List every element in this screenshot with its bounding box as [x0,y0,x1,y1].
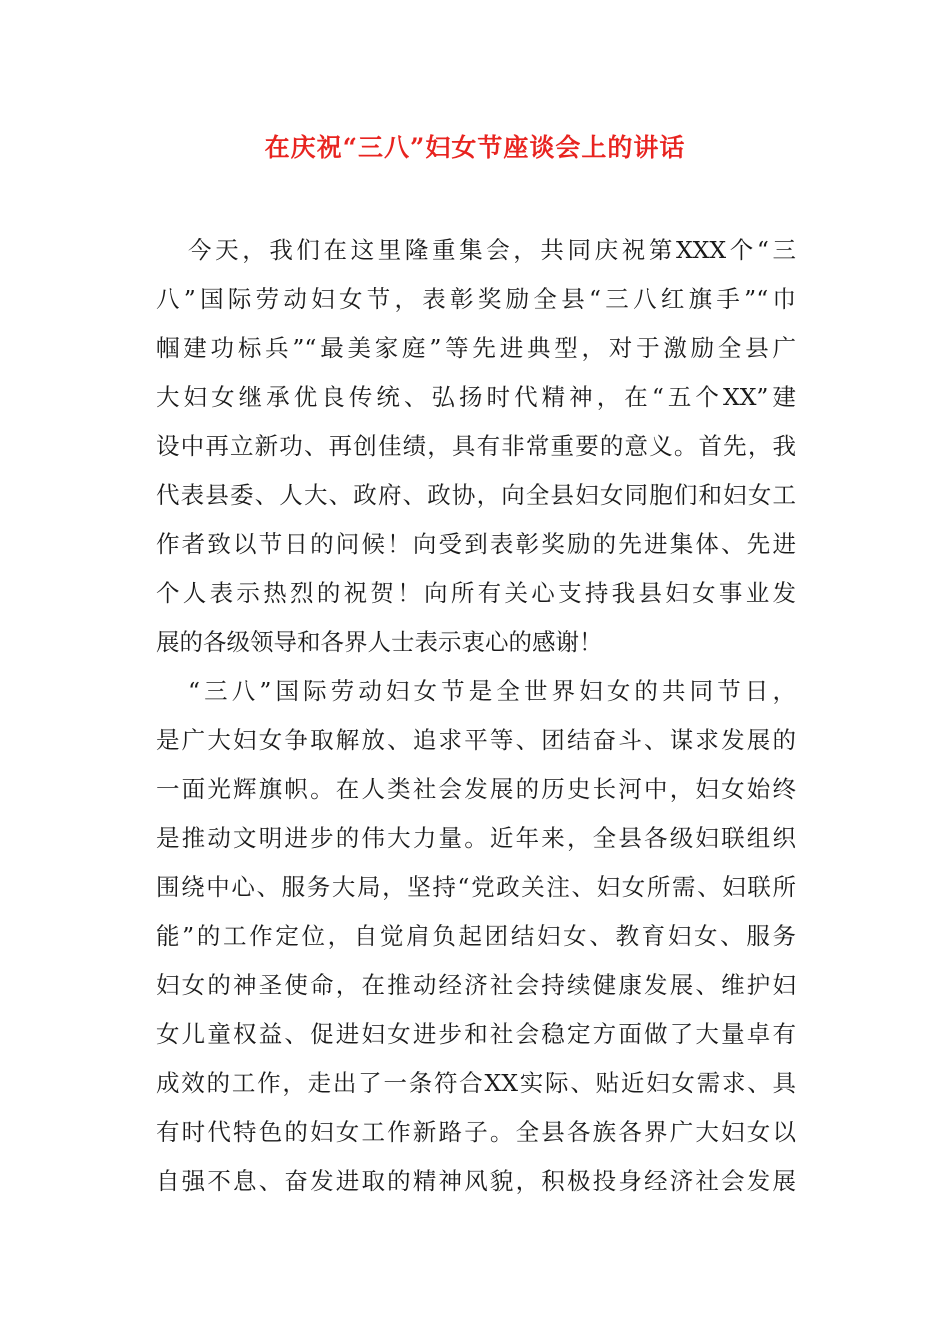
paragraph-1-line-7: 作者致以节日的问候！向受到表彰奖励的先进集体、先进 [156,530,796,558]
paragraph-2-line-9: 成效的工作，走出了一条符合XX实际、贴近妇女需求、具 [156,1069,796,1097]
paragraph-2-line-8: 女儿童权益、促进妇女进步和社会稳定方面做了大量卓有 [156,1020,796,1048]
paragraph-2-line-3: 一面光辉旗帜。在人类社会发展的历史长河中，妇女始终 [156,775,796,803]
paragraph-2-line-11: 自强不息、奋发进取的精神风貌，积极投身经济社会发展 [156,1167,796,1195]
paragraph-2-line-10: 有时代特色的妇女工作新路子。全县各族各界广大妇女以 [156,1118,796,1146]
paragraph-1-line-3: 帼建功标兵”“最美家庭”等先进典型，对于激励全县广 [156,334,796,362]
paragraph-2-line-2: 是广大妇女争取解放、追求平等、团结奋斗、谋求发展的 [156,726,796,754]
paragraph-1-line-4: 大妇女继承优良传统、弘扬时代精神，在“五个XX”建 [156,383,796,411]
paragraph-2-line-1: “三八”国际劳动妇女节是全世界妇女的共同节日， [188,677,796,705]
paragraph-1-line-5: 设中再立新功、再创佳绩，具有非常重要的意义。首先，我 [156,432,796,460]
paragraph-2-line-6: 能”的工作定位，自觉肩负起团结妇女、教育妇女、服务 [156,922,796,950]
paragraph-1-line-8: 个人表示热烈的祝贺！向所有关心支持我县妇女事业发 [156,579,796,607]
paragraph-1-line-1: 今天，我们在这里隆重集会，共同庆祝第XXX个“三 [188,236,796,264]
document-title: 在庆祝“三八”妇女节座谈会上的讲话 [264,133,686,162]
paragraph-1-line-9: 展的各级领导和各界人士表示衷心的感谢！ [156,628,603,656]
paragraph-2-line-4: 是推动文明进步的伟大力量。近年来，全县各级妇联组织 [156,824,796,852]
paragraph-1-line-6: 代表县委、人大、政府、政协，向全县妇女同胞们和妇女工 [156,481,796,509]
paragraph-2-line-5: 围绕中心、服务大局，坚持“党政关注、妇女所需、妇联所 [156,873,796,901]
paragraph-1-line-2: 八”国际劳动妇女节，表彰奖励全县“三八红旗手”“巾 [156,285,796,313]
paragraph-2-line-7: 妇女的神圣使命，在推动经济社会持续健康发展、维护妇 [156,971,796,999]
